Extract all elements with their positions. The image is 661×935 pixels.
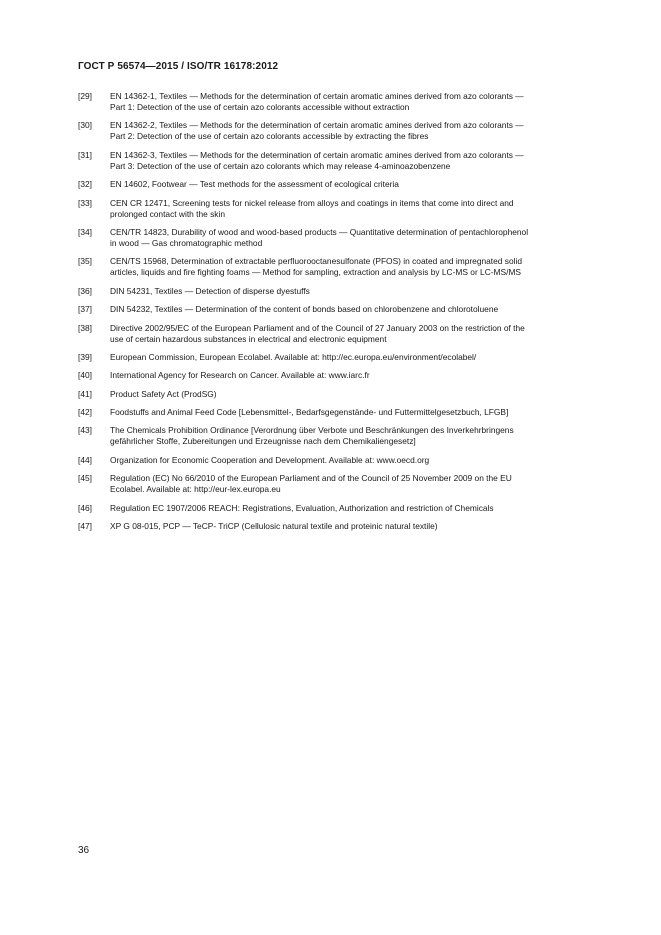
bibliography-entry [78, 227, 616, 249]
entry-number: [31] [78, 149, 92, 160]
entry-text [110, 323, 616, 345]
entry-line: Organization for Economic Cooperation and Development. Available at: www.oecd.org [110, 454, 430, 465]
entry-number: [38] [78, 322, 92, 333]
entry-number: [45] [78, 473, 92, 484]
entry-number: [39] [78, 351, 92, 362]
entry-line: Foodstuffs and Animal Feed Code [Lebensmittel-, Bedarfsgegenstände- und Futtermittelgesetzbuch, LFGB] [110, 407, 509, 418]
entry-line: articles, liquids and fire fighting foams — Method for sampling, extraction and analysis by LC-MS or LC-MS/MS [110, 267, 522, 278]
entry-line: DIN 54232, Textiles — Determination of the content of bonds based on chlorobenzene and chlorotoluene [110, 304, 499, 315]
entry-line: EN 14362-1, Textiles — Methods for the determination of certain aromatic amines derived from azo colorants — [110, 91, 524, 101]
bibliography-entry [78, 455, 616, 466]
entry-line: The Chemicals Prohibition Ordinance [Verordnung über Verbote und Beschränkungen des Inverkehrbringens [110, 425, 514, 436]
entry-number: [37] [78, 304, 92, 315]
entry-line: DIN 54231, Textiles — Detection of disperse dyestuffs [110, 285, 310, 296]
entry-line: EN 14602, Footwear — Test methods for the assessment of ecological criteria [110, 179, 399, 190]
bibliography-entry [78, 150, 616, 172]
page-number: 36 [78, 845, 90, 856]
bibliography-entry [78, 389, 616, 400]
entry-number: [33] [78, 197, 92, 208]
entry-line: Regulation EC 1907/2006 REACH: Registrations, Evaluation, Authorization and restriction of Chemicals [110, 502, 494, 513]
bibliography-entry [78, 120, 616, 142]
entry-text [110, 352, 616, 363]
entry-number: [42] [78, 407, 92, 418]
entry-number: [36] [78, 285, 92, 296]
bibliography-entry [78, 304, 616, 315]
bibliography-entry [78, 198, 616, 220]
entry-text [110, 425, 616, 447]
bibliography-entry [78, 179, 616, 190]
entry-line: International Agency for Research on Cancer. Available at: www.iarc.fr [110, 370, 370, 381]
entry-text [110, 198, 616, 220]
entry-line: Part 3: Detection of the use of certain azo colorants which may release 4-aminoazobenzene [110, 160, 451, 171]
document-header: ГОСТ Р 56574—2015 / ISO/TR 16178:2012 [78, 61, 279, 72]
entry-line: in wood — Gas chromatographic method [110, 237, 263, 248]
entry-line: use of certain hazardous substances in electrical and electronic equipment [110, 333, 387, 344]
bibliography-entry [78, 352, 616, 363]
entry-text [110, 455, 616, 466]
entry-line: Ecolabel. Available at: http://eur-lex.europa.eu [110, 484, 281, 495]
entry-line: CEN CR 12471, Screening tests for nickel release from alloys and coatings in items that come into direct and [110, 197, 514, 208]
bibliography-entry [78, 521, 616, 532]
bibliography-entry [78, 256, 616, 278]
entry-line: gefährlicher Stoffe, Zubereitungen und Erzeugnisse nach dem Chemikaliengesetz] [110, 436, 416, 447]
entry-text [110, 120, 616, 142]
bibliography-entry [78, 370, 616, 381]
entry-line: prolonged contact with the skin [110, 208, 225, 219]
entry-text [110, 227, 616, 249]
entry-number: [46] [78, 502, 92, 513]
entry-number: [40] [78, 370, 92, 381]
entry-text [110, 407, 616, 418]
entry-line: Part 2: Detection of the use of certain azo colorants accessible by extracting the fibres [110, 131, 429, 142]
bibliography-entry [78, 323, 616, 345]
entry-number: [44] [78, 454, 92, 465]
bibliography-entry [78, 407, 616, 418]
entry-line: CEN/TR 14823, Durability of wood and wood-based products — Quantitative determination of pentachlorophenol [110, 226, 529, 237]
entry-number: [43] [78, 425, 92, 436]
entry-text [110, 150, 616, 172]
bibliography-entry [78, 286, 616, 297]
entry-line: EN 14362-3, Textiles — Methods for the determination of certain aromatic amines derived from azo colorants — [110, 149, 524, 160]
entry-text [110, 521, 616, 532]
entry-text [110, 370, 616, 381]
entry-text [110, 286, 616, 297]
entry-text [110, 389, 616, 400]
entry-line: Directive 2002/95/EC of the European Parliament and of the Council of 27 January 2003 on the restriction of the [110, 322, 525, 333]
entry-line: Part 1: Detection of the use of certain azo colorants accessible without extraction [110, 102, 410, 112]
entry-line: XP G 08-015, PCP — TeCP- TriCP (Cellulosic natural textile and proteinic natural textile) [110, 521, 438, 532]
entry-line: Regulation (EC) No 66/2010 of the European Parliament and of the Council of 25 November 2009 on the EU [110, 473, 512, 484]
bibliography-entry [78, 503, 616, 514]
entry-text [110, 473, 616, 495]
entry-line: Product Safety Act (ProdSG) [110, 388, 217, 399]
entry-number: [32] [78, 179, 92, 190]
entry-text [110, 304, 616, 315]
bibliography-list [78, 91, 616, 539]
entry-number: [47] [78, 521, 92, 532]
entry-line: CEN/TS 15968, Determination of extractable perfluorooctanesulfonate (PFOS) in coated and impregnated solid [110, 256, 522, 267]
entry-number: [35] [78, 256, 92, 267]
entry-text [110, 503, 616, 514]
bibliography-entry [78, 91, 616, 113]
entry-number: [30] [78, 120, 92, 131]
entry-number: [41] [78, 388, 92, 399]
entry-text [110, 91, 616, 113]
entry-text [110, 256, 616, 278]
entry-text [110, 179, 616, 190]
entry-line: EN 14362-2, Textiles — Methods for the determination of certain aromatic amines derived from azo colorants — [110, 120, 524, 131]
bibliography-entry [78, 425, 616, 447]
entry-number: [29] [78, 91, 92, 101]
entry-line: European Commission, European Ecolabel. Available at: http://ec.europa.eu/environment/ecolabel/ [110, 351, 477, 362]
bibliography-entry [78, 473, 616, 495]
entry-number: [34] [78, 226, 92, 237]
